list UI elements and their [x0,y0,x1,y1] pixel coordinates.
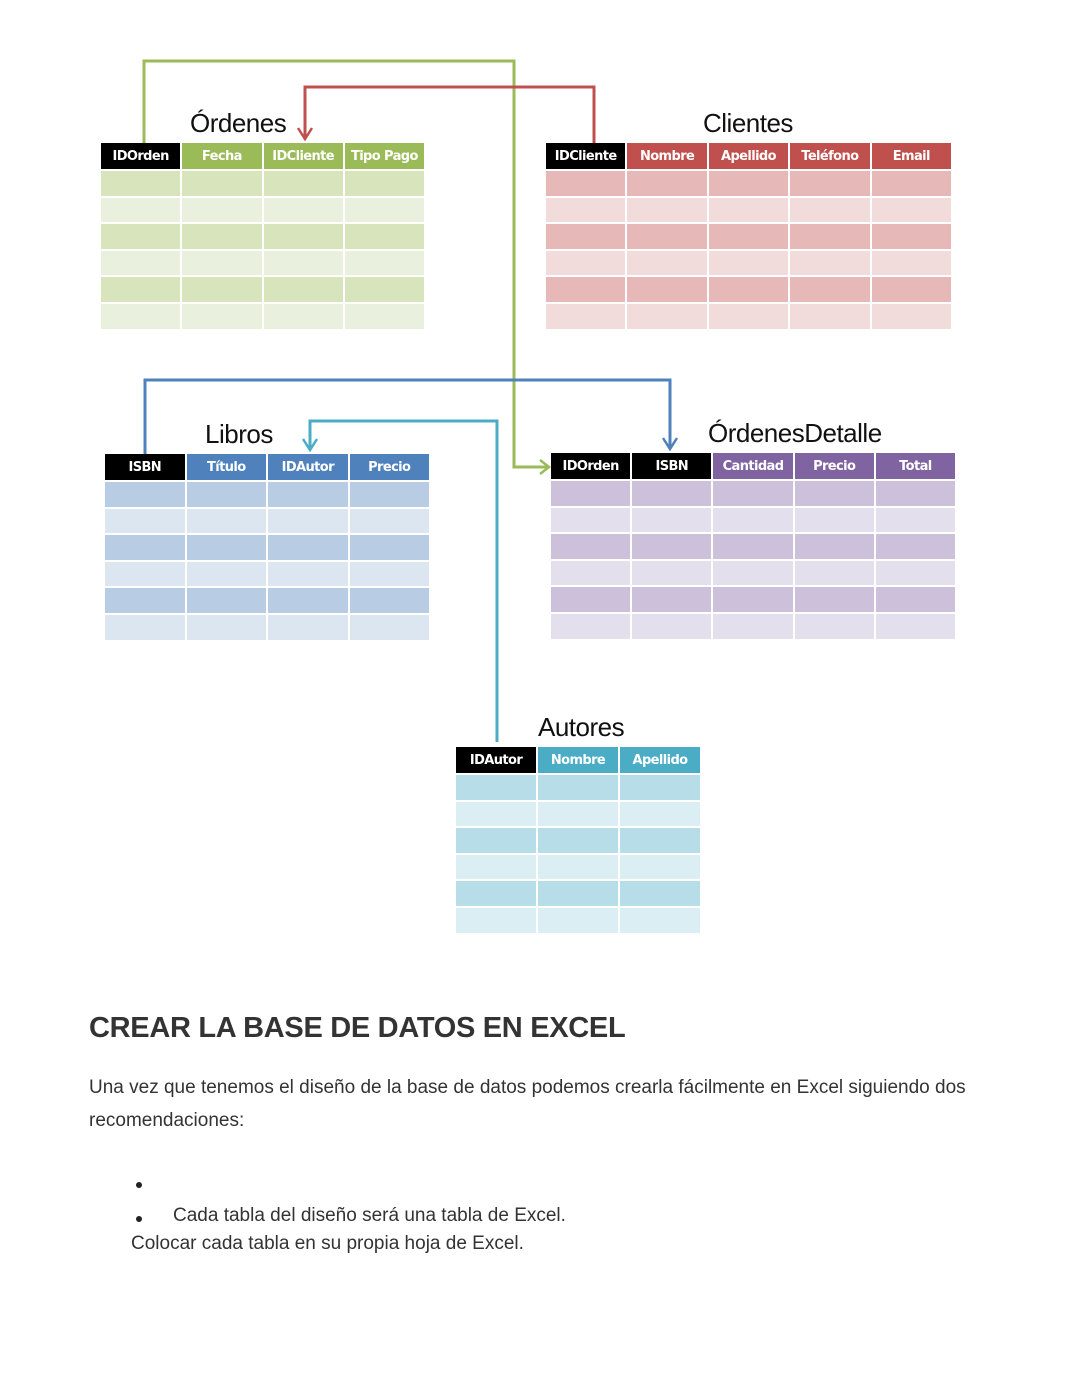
table-title: Autores [538,712,625,742]
table-cell [187,482,267,507]
table-cell [105,482,185,507]
relation-clientes-ordenes [298,87,594,143]
column-header: IDOrden [101,143,180,169]
table-cell [795,561,874,586]
column-header: Apellido [709,143,788,169]
table-grid [546,143,951,329]
table-cell [345,198,424,223]
column-header: Tipo Pago [345,143,424,169]
table-grid [456,747,700,933]
table-cell [538,802,618,827]
table-cell [187,535,267,560]
table-cell [345,251,424,276]
table-cell [632,481,711,506]
table-cell [538,775,618,800]
table-cell [345,171,424,196]
table-cell [182,171,261,196]
table-cell [632,561,711,586]
table-cell [538,828,618,853]
table-cell [268,482,348,507]
table-cell [264,251,343,276]
table-cell [795,508,874,533]
table-cell [264,277,343,302]
table-cell [538,908,618,933]
table-cell [627,171,706,196]
table-cell [790,251,869,276]
table-cell [456,802,536,827]
table-cell [876,587,955,612]
column-header: IDAutor [456,747,536,773]
column-header: IDCliente [264,143,343,169]
table-cell [709,198,788,223]
table-cell [872,198,951,223]
column-header: Email [872,143,951,169]
table-cell [627,198,706,223]
table-cell [546,251,625,276]
table-cell [713,508,792,533]
table-cell [546,277,625,302]
table-cell [627,224,706,249]
table-cell [268,562,348,587]
table-cell [546,171,625,196]
table-cell [713,534,792,559]
table-cell [101,198,180,223]
table-cell [790,304,869,329]
table-cell [187,588,267,613]
table-cell [456,828,536,853]
table-grid [101,143,424,329]
table-cell [187,562,267,587]
table-cell [456,881,536,906]
table-cell [187,615,267,640]
table-cell [876,561,955,586]
table-cell [872,171,951,196]
table-cell [101,224,180,249]
table-cell [790,171,869,196]
table-cell [350,482,430,507]
table-cell [456,775,536,800]
table-cell [551,481,630,506]
table-cell [713,561,792,586]
table-cell [709,251,788,276]
table-cell [876,534,955,559]
table-cell [876,508,955,533]
column-header: Teléfono [790,143,869,169]
table-cell [620,775,700,800]
table-cell [546,224,625,249]
column-header: Total [876,453,955,479]
table-cell [268,615,348,640]
table-cell [264,224,343,249]
table-cell [101,277,180,302]
section-paragraph: Una vez que tenemos el diseño de la base de datos podemos crearla fácilmente en Excel siguiendo dos recomendaciones: [89,1077,966,1131]
table-cell [456,908,536,933]
column-header: IDAutor [268,454,348,480]
table-cell [182,224,261,249]
table-cell [101,304,180,329]
table-cell [350,615,430,640]
column-header: Precio [350,454,430,480]
table-cell [795,481,874,506]
table-cell [182,304,261,329]
table-cell [264,198,343,223]
table-cell [345,304,424,329]
table-cell [187,509,267,534]
table-cell [350,588,430,613]
table-cell [795,614,874,639]
table-cell [350,562,430,587]
table-cell [632,587,711,612]
bullet-dot-2 [136,1216,142,1222]
table-cell [105,588,185,613]
table-cell [551,587,630,612]
table-cell [627,304,706,329]
table-cell [790,198,869,223]
table-title: ÓrdenesDetalle [708,418,882,448]
table-cell [546,198,625,223]
table-cell [105,615,185,640]
column-header: Apellido [620,747,700,773]
table-cell [268,588,348,613]
table-cell [105,535,185,560]
table-cell [709,304,788,329]
table-cell [709,224,788,249]
table-cell [264,171,343,196]
bullet-item-2: Cada tabla del diseño será una tabla de Excel. [173,1205,566,1226]
table-cell [268,509,348,534]
table-cell [627,277,706,302]
table-cell [627,251,706,276]
table-cell [713,614,792,639]
column-header: ISBN [632,453,711,479]
table-cell [551,508,630,533]
table-cell [632,534,711,559]
table-title: Clientes [703,108,793,138]
table-cell [101,251,180,276]
column-header: IDCliente [546,143,625,169]
table-cell [350,509,430,534]
table-cell [872,224,951,249]
table-grid [551,453,955,639]
section-heading: CREAR LA BASE DE DATOS EN EXCEL [89,1012,626,1044]
table-cell [632,508,711,533]
table-cell [872,251,951,276]
table-cell [709,171,788,196]
table-cell [872,277,951,302]
bullet-dot-1 [136,1182,142,1188]
trailing-line: Colocar cada tabla en su propia hoja de Excel. [131,1233,524,1254]
table-cell [101,171,180,196]
table-cell [456,855,536,880]
table-cell [538,855,618,880]
table-cell [105,562,185,587]
table-cell [182,251,261,276]
column-header: Nombre [627,143,706,169]
table-cell [538,881,618,906]
table-cell [632,614,711,639]
table-cell [620,881,700,906]
table-cell [182,277,261,302]
table-cell [713,481,792,506]
table-cell [620,908,700,933]
table-cell [268,535,348,560]
table-cell [546,304,625,329]
table-cell [795,534,874,559]
table-cell [790,277,869,302]
table-cell [105,509,185,534]
column-header: Fecha [182,143,261,169]
table-cell [182,198,261,223]
column-header: Nombre [538,747,618,773]
table-title: Libros [205,419,273,449]
table-cell [620,855,700,880]
column-header: ISBN [105,454,185,480]
column-header: Cantidad [713,453,792,479]
table-cell [795,587,874,612]
table-cell [620,828,700,853]
table-cell [264,304,343,329]
table-cell [872,304,951,329]
table-cell [620,802,700,827]
table-cell [345,277,424,302]
table-cell [551,614,630,639]
table-cell [350,535,430,560]
column-header: Título [187,454,267,480]
table-title: Órdenes [190,108,287,138]
table-cell [709,277,788,302]
table-cell [876,614,955,639]
column-header: IDOrden [551,453,630,479]
table-cell [876,481,955,506]
table-grid [105,454,429,640]
table-cell [551,561,630,586]
column-header: Precio [795,453,874,479]
table-cell [713,587,792,612]
table-cell [790,224,869,249]
table-cell [345,224,424,249]
table-cell [551,534,630,559]
